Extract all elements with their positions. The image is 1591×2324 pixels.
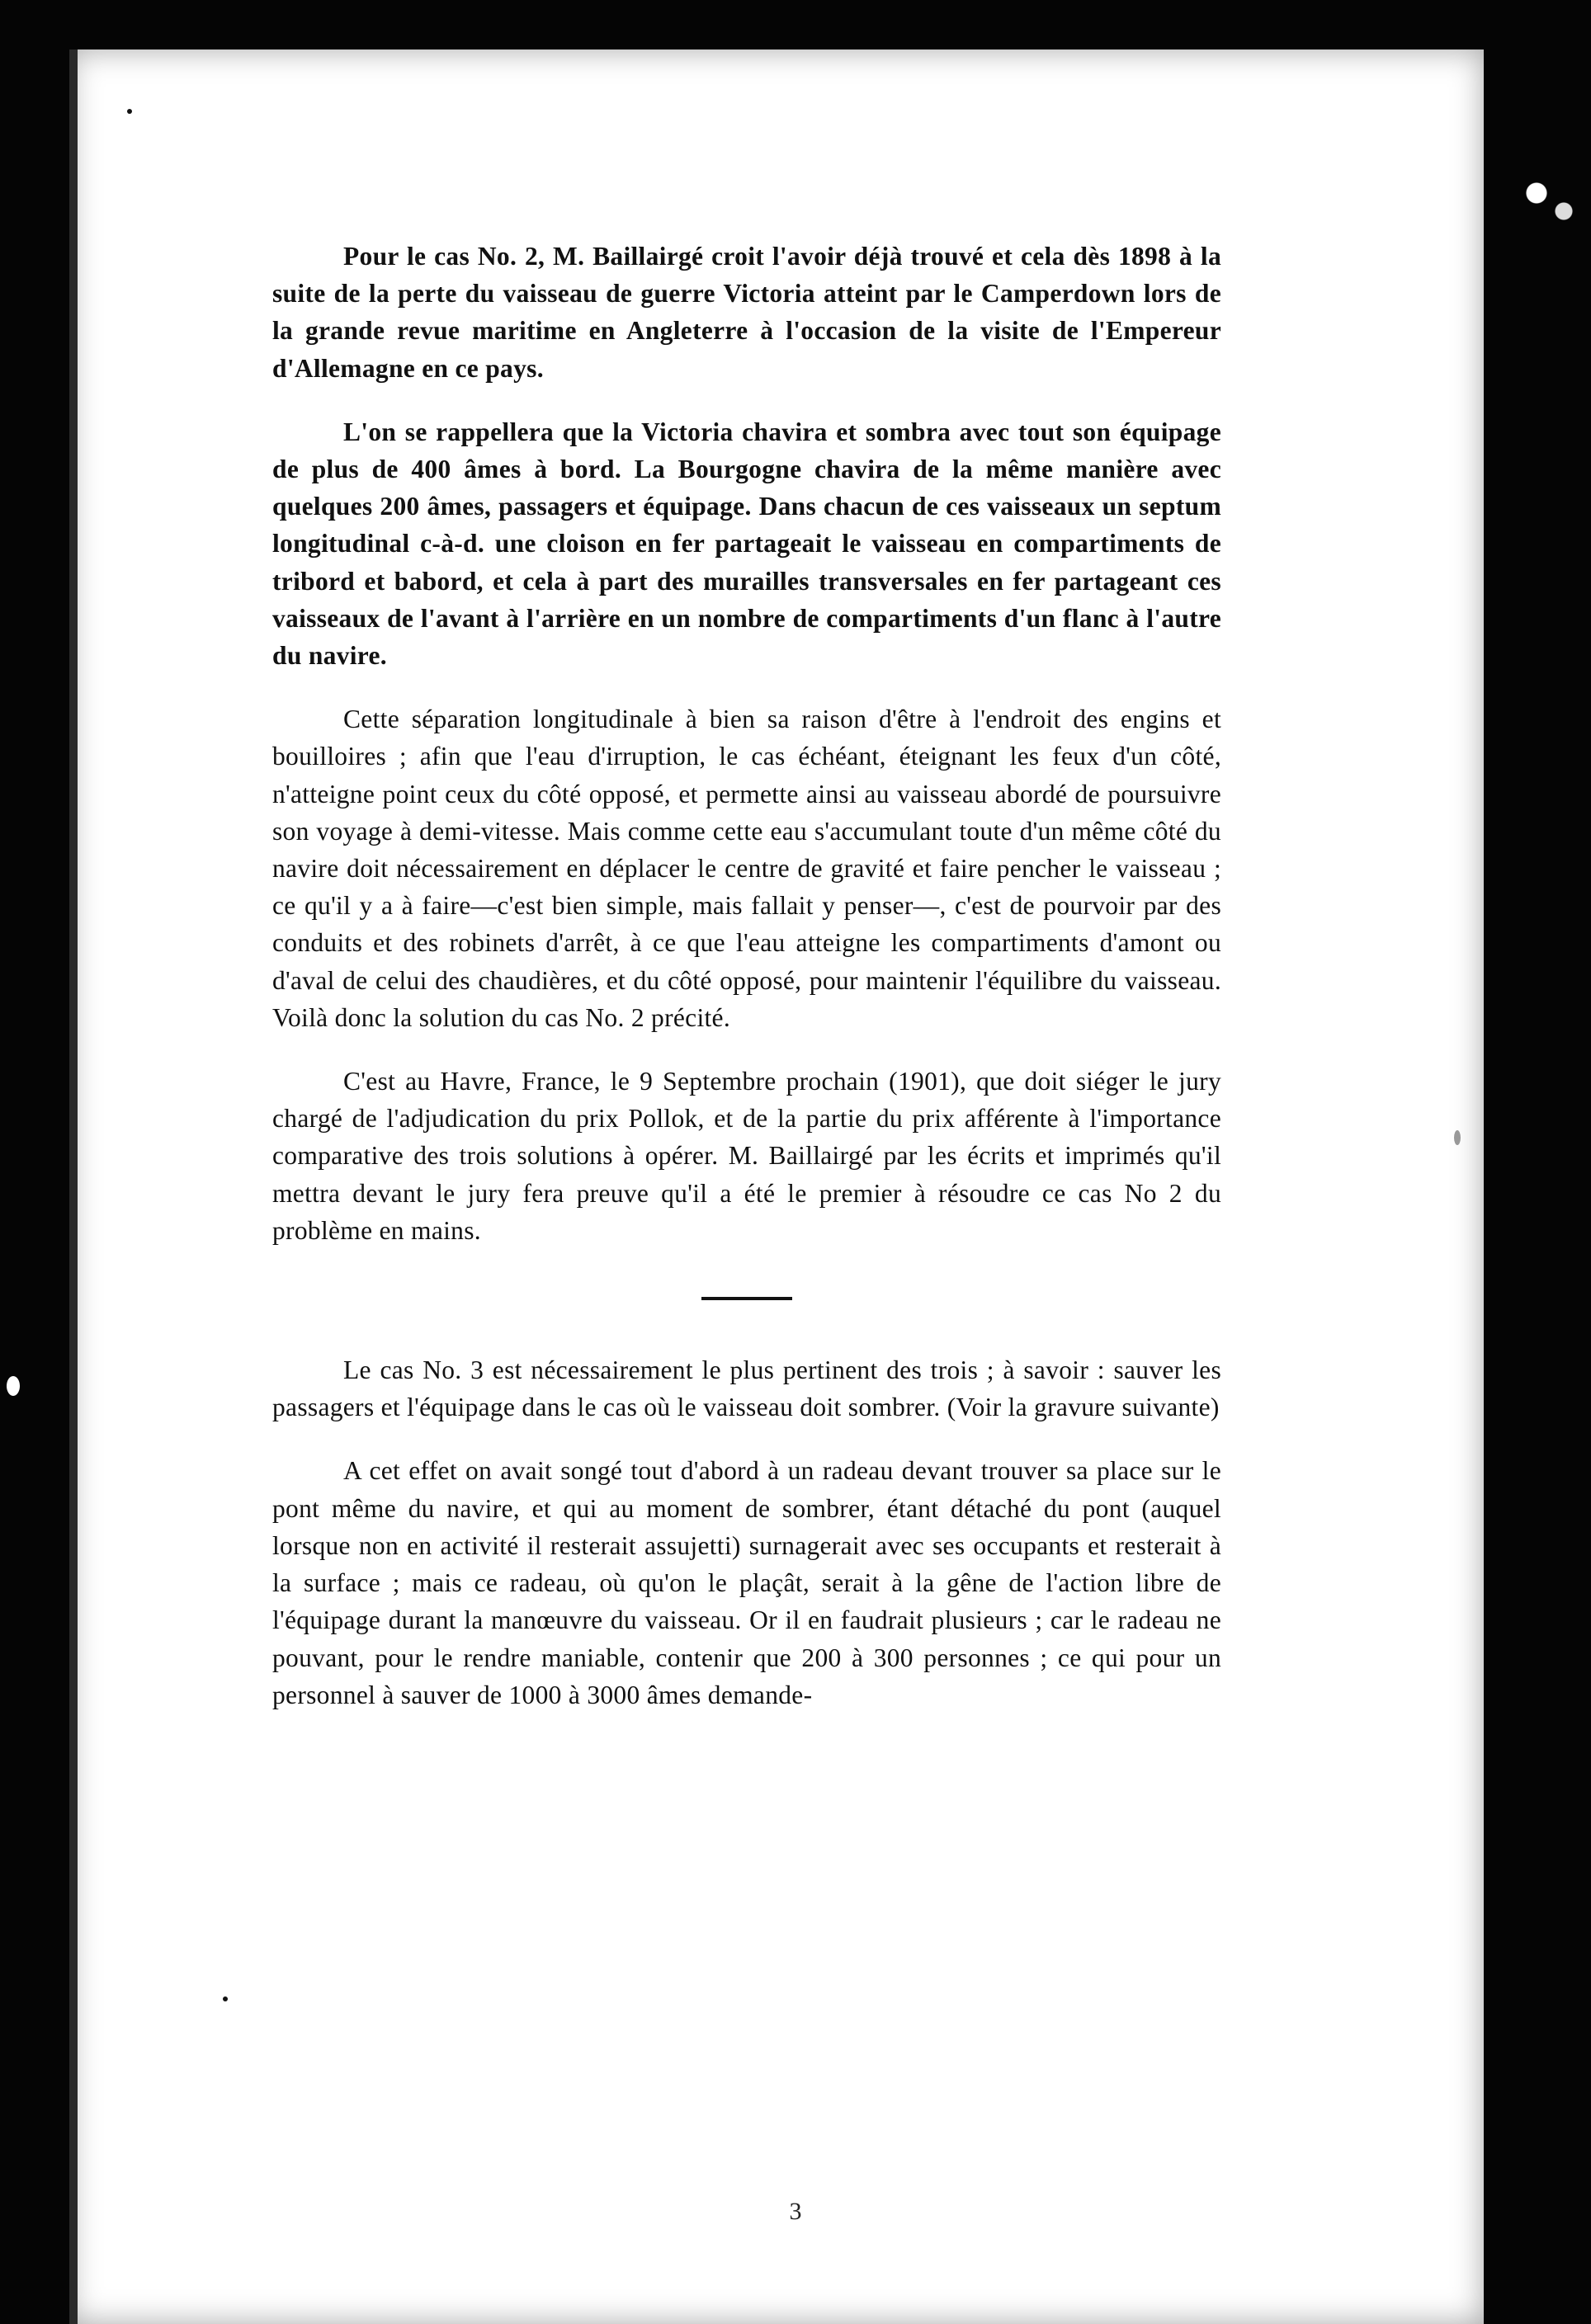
scan-speck <box>1454 1130 1461 1145</box>
paragraph-5: Le cas No. 3 est nécessairement le plus pertinent des trois ; à savoir : sauver les passagers et l'équipage dans le cas où le vaisseau doit sombrer. (Voir la gravure suivante) <box>272 1355 1221 1422</box>
paragraph-4: C'est au Havre, France, le 9 Septembre prochain (1901), que doit siéger le jury chargé de l'adjudication du prix Pollok, et de la partie du prix afférente à l'importance comparative des trois solutions à opérer. M. Baillairgé par les écrits et imprimés qu'il mettra devant le jury fera preuve qu'il a été le premier à résoudre ce cas No 2 du problème en mains. <box>272 1067 1221 1245</box>
scan-speck <box>127 109 132 114</box>
paper-left-edge <box>69 49 78 2324</box>
paragraph-2: L'on se rappellera que la Victoria chavira et sombra avec tout son équipage de plus de 400 âmes à bord. La Bourgogne chavira de la même manière avec quelques 200 âmes, passagers et équipage. Dans chacun de ces vaisseaux un septum longitudinal c-à-d. une cloison en fer partageait le vaisseau en compartiments de tribord et babord, et cela à part des murailles transversales en fer partageant ces vaisseaux de l'avant à l'arrière en un nombre de compartiments d'un flanc à l'autre du navire. <box>272 417 1221 671</box>
scan-speck <box>223 1996 228 2001</box>
scan-artifact-left <box>7 1376 20 1396</box>
page-number: 3 <box>789 2198 802 2225</box>
section-divider <box>701 1297 792 1300</box>
page-text-body <box>272 238 1221 1740</box>
scan-artifact-right <box>1500 157 1591 247</box>
paragraph-3: Cette séparation longitudinale à bien sa raison d'être à l'endroit des engins et bouilloires ; afin que l'eau d'irruption, le cas échéant, éteignant les feux d'un côté, n'atteigne point ceux du côté opposé, et permette ainsi au vaisseau abordé de poursuivre son voyage à demi-vitesse. Mais comme cette eau s'accumulant toute d'un même côté du navire doit nécessairement en déplacer le centre de gravité et faire pencher le vaisseau ; ce qu'il y a à faire—c'est bien simple, mais fallait y penser—, c'est de pourvoir par des conduits et des robinets d'arrêt, à ce que l'eau atteigne les compartiments d'amont ou d'aval de celui des chaudières, et du côté opposé, pour maintenir l'équilibre du vaisseau. Voilà donc la solution du cas No. 2 précité. <box>272 705 1221 1032</box>
paragraph-1: Pour le cas No. 2, M. Baillairgé croit l'avoir déjà trouvé et cela dès 1898 à la suite de la perte du vaisseau de guerre Victoria atteint par le Camperdown lors de la grande revue maritime en Angleterre à l'occasion de la visite de l'Empereur d'Allemagne en ce pays. <box>272 242 1221 383</box>
paragraph-6: A cet effet on avait songé tout d'abord à un radeau devant trouver sa place sur le pont même du navire, et qui au moment de sombrer, étant détaché du pont (auquel lorsque non en activité il resterait assujetti) surnagerait avec ses occupants et resterait à la surface ; mais ce radeau, où qu'on le plaçât, serait à la gêne de l'action libre de l'équipage durant la manœuvre du vaisseau. Or il en faudrait plusieurs ; car le radeau ne pouvant, pour le rendre maniable, contenir que 200 à 300 personnes ; ce qui pour un personnel à sauver de 1000 à 3000 âmes demande- <box>272 1456 1221 1709</box>
